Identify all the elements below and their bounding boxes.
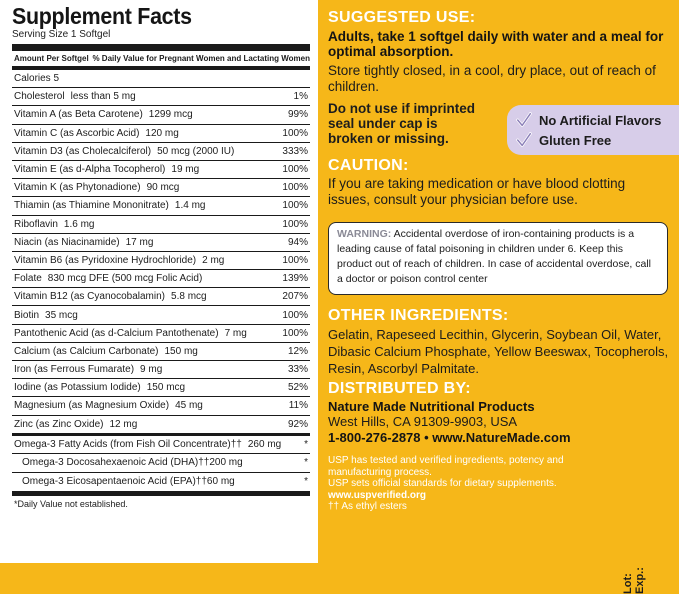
nutrient-row: [12, 106, 310, 124]
nutrient-name: Folate: [14, 273, 42, 285]
nutrient-dv: 11%: [288, 400, 308, 412]
nutrient-amount: 150 mg: [164, 345, 198, 357]
iron-warning-box: [328, 222, 668, 295]
nutrient-row: [12, 161, 310, 179]
nutrient-amount: 830 mcg DFE (500 mcg Folic Acid): [47, 273, 203, 285]
nutrient-amount: less than 5 mg: [70, 91, 136, 103]
nutrient-amount: 1.4 mg: [174, 200, 206, 212]
nutrient-dv: 94%: [287, 236, 308, 248]
nutrient-name: Riboflavin: [14, 218, 58, 230]
warning-label: WARNING:: [337, 228, 392, 240]
nutrient-amount: 1.6 mg: [63, 218, 95, 230]
nutrient-name: Vitamin B12 (as Cyanocobalamin): [14, 291, 166, 303]
suggested-use-text: Adults, take 1 softgel daily with water and a meal for optimal absorption.: [328, 29, 664, 59]
calories-label: Calories 5: [14, 73, 60, 85]
badge-row-gluten: [515, 130, 679, 150]
storage-text: Store tightly closed, in a cool, dry place, out of reach of children.: [328, 63, 656, 94]
nutrient-amount: 17 mg: [125, 236, 154, 248]
nutrient-amount: 45 mg: [175, 400, 203, 412]
usp-block: [328, 455, 568, 513]
nutrient-name: Pantothenic Acid (as d-Calcium Pantothenate): [14, 327, 219, 339]
nutrient-row: [12, 343, 310, 361]
nutrient-name: Calcium (as Calcium Carbonate): [14, 345, 159, 357]
omega-sub-rows: [12, 454, 310, 492]
nutrient-name: Vitamin K (as Phytonadione): [14, 182, 141, 194]
ingredients-text: Gelatin, Rapeseed Lecithin, Glycerin, Soybean Oil, Water, Dibasic Calcium Phosphate, Yellow Beeswax, Tocopherols, Resin, Ascorbyl Palmitate.: [328, 327, 669, 376]
nutrient-dv: 52%: [287, 382, 308, 394]
nutrient-row: [12, 361, 310, 379]
nutrient-row: [12, 270, 310, 288]
nutrient-name: Magnesium (as Magnesium Oxide): [14, 400, 170, 412]
ethyl-ester-note: †† As ethyl esters: [328, 501, 407, 512]
divider-thick: [12, 44, 310, 51]
nutrient-amount: 150 mcg: [146, 382, 186, 394]
nutrient-name: Thiamin (as Thiamine Mononitrate): [14, 200, 169, 212]
nutrient-row: [12, 143, 310, 161]
calories-row: [12, 70, 310, 88]
nutrient-name: Iron (as Ferrous Fumarate): [14, 364, 135, 376]
badge-no-artificial-flavors: No Artificial Flavors: [539, 112, 662, 128]
right-panel: [318, 0, 679, 563]
nutrient-dv: 1%: [293, 91, 308, 103]
col-amount-label: Amount Per Softgel: [14, 54, 89, 63]
nutrient-dv: 100%: [282, 164, 308, 176]
column-header: [12, 51, 310, 66]
omega-amount: 260 mg: [247, 438, 282, 450]
ingredients-heading: OTHER INGREDIENTS:: [328, 307, 509, 324]
omega-sub-amount: 200 mg: [209, 457, 243, 469]
nutrient-amount: 50 mcg (2000 IU): [157, 145, 235, 157]
footnote: *Daily Value not established.: [14, 498, 128, 509]
nutrient-row: [12, 197, 310, 215]
omega-sub-dv: *: [304, 457, 308, 469]
nutrient-row: [12, 252, 310, 270]
nutrient-dv: 99%: [287, 109, 308, 121]
nutrient-dv: 139%: [282, 273, 308, 285]
nutrient-name: Vitamin B6 (as Pyridoxine Hydrochloride): [14, 254, 197, 266]
nutrient-dv: 207%: [282, 291, 308, 303]
company-address: West Hills, CA 91309-9903, USA: [328, 414, 518, 429]
nutrient-amount: 35 mcg: [45, 309, 78, 321]
exp-label: Exp.:: [634, 567, 646, 594]
nutrient-row: [12, 379, 310, 397]
nutrient-row: [12, 416, 310, 434]
facts-title: Supplement Facts: [12, 3, 192, 29]
nutrient-amount: 19 mg: [171, 164, 200, 176]
omega-sub-dv: *: [304, 476, 308, 488]
usp-line-1: USP has tested and verified ingredients, potency and manufacturing process.: [328, 455, 564, 478]
nutrient-name: Vitamin A (as Beta Carotene): [14, 109, 143, 121]
suggested-use-heading: SUGGESTED USE:: [328, 9, 476, 26]
nutrient-rows: [12, 88, 310, 434]
nutrient-dv: 100%: [282, 327, 308, 339]
nutrient-name: Niacin (as Niacinamide): [14, 236, 120, 248]
nutrient-amount: 7 mg: [224, 327, 247, 339]
nutrient-name: Zinc (as Zinc Oxide): [14, 418, 104, 430]
company-name: Nature Made Nutritional Products: [328, 399, 535, 414]
nutrient-name: Iodine (as Potassium Iodide): [14, 382, 141, 394]
omega-sub-name: Omega-3 Eicosapentaenoic Acid (EPA)††: [22, 476, 207, 488]
nutrient-dv: 100%: [282, 127, 308, 139]
nutrient-row: [12, 397, 310, 415]
nutrient-dv: 100%: [282, 309, 308, 321]
nutrient-dv: 100%: [282, 218, 308, 230]
nutrient-amount: 2 mg: [202, 254, 225, 266]
check-icon: [515, 111, 533, 129]
lot-label: Lot:: [622, 573, 634, 594]
badge-row-flavors: [515, 110, 679, 130]
nutrient-row: [12, 306, 310, 324]
nutrient-row: [12, 325, 310, 343]
serving-size: Serving Size 1 Softgel: [12, 29, 111, 40]
nutrient-amount: 120 mg: [145, 127, 179, 139]
nutrient-row: [12, 88, 310, 106]
nutrient-name: Cholesterol: [14, 91, 65, 103]
caution-text: If you are taking medication or have blood clotting issues, consult your physician before use.: [328, 176, 626, 207]
nutrient-dv: 12%: [287, 345, 308, 357]
distributed-heading: DISTRIBUTED BY:: [328, 380, 471, 397]
nutrient-dv: 33%: [287, 364, 308, 376]
nutrient-name: Vitamin E (as d-Alpha Tocopherol): [14, 164, 166, 176]
nutrient-name: Biotin: [14, 309, 40, 321]
usp-line-2: USP sets official standards for dietary supplements.: [328, 478, 557, 489]
nutrient-row: [12, 216, 310, 234]
nutrient-dv: 100%: [282, 182, 308, 194]
nutrient-amount: 90 mcg: [146, 182, 180, 194]
nutrient-row: [12, 234, 310, 252]
nutrient-amount: 9 mg: [140, 364, 163, 376]
omega-sub-row: [12, 454, 310, 473]
check-icon: [515, 131, 533, 149]
col-dv-label: % Daily Value for Pregnant Women and Lactating Women: [92, 54, 310, 63]
nutrient-amount: 12 mg: [109, 418, 138, 430]
supplement-facts-panel: [0, 0, 318, 563]
omega-sub-row: [12, 473, 310, 492]
nutrient-row: [12, 288, 310, 306]
caution-heading: CAUTION:: [328, 157, 409, 174]
nutrient-row: [12, 125, 310, 143]
claims-badge: [507, 105, 679, 155]
nutrient-amount: 5.8 mcg: [171, 291, 207, 303]
nutrient-dv: 92%: [287, 418, 308, 430]
omega-dv: *: [304, 438, 308, 450]
omega-sub-name: Omega-3 Docosahexaenoic Acid (DHA)††: [22, 457, 210, 469]
seal-and-badges: [328, 101, 669, 155]
omega-name: Omega-3 Fatty Acids (from Fish Oil Concentrate)††: [14, 438, 242, 450]
nutrient-dv: 333%: [282, 145, 308, 157]
nutrient-name: Vitamin C (as Ascorbic Acid): [14, 127, 140, 139]
nutrient-amount: 1299 mcg: [148, 109, 193, 121]
omega-sub-amount: 60 mg: [206, 476, 235, 488]
lot-exp-labels: [622, 534, 646, 594]
seal-warning: Do not use if imprinted seal under cap is broken or missing.: [328, 101, 475, 146]
warning-text: Accidental overdose of iron-containing products is a leading cause of fatal poisoning in children under 6. Keep this product out of reach of children. In case of accidental overdose, call a doctor or poison control center: [337, 228, 652, 285]
nutrient-dv: 100%: [282, 200, 308, 212]
omega-row: [12, 436, 310, 454]
nutrient-row: [12, 179, 310, 197]
usp-url: www.uspverified.org: [328, 489, 426, 501]
company-contact: 1-800-276-2878 • www.NatureMade.com: [328, 430, 571, 445]
badge-gluten-free: Gluten Free: [539, 132, 612, 148]
nutrient-name: Vitamin D3 (as Cholecalciferol): [14, 145, 152, 157]
nutrient-dv: 100%: [282, 254, 308, 266]
